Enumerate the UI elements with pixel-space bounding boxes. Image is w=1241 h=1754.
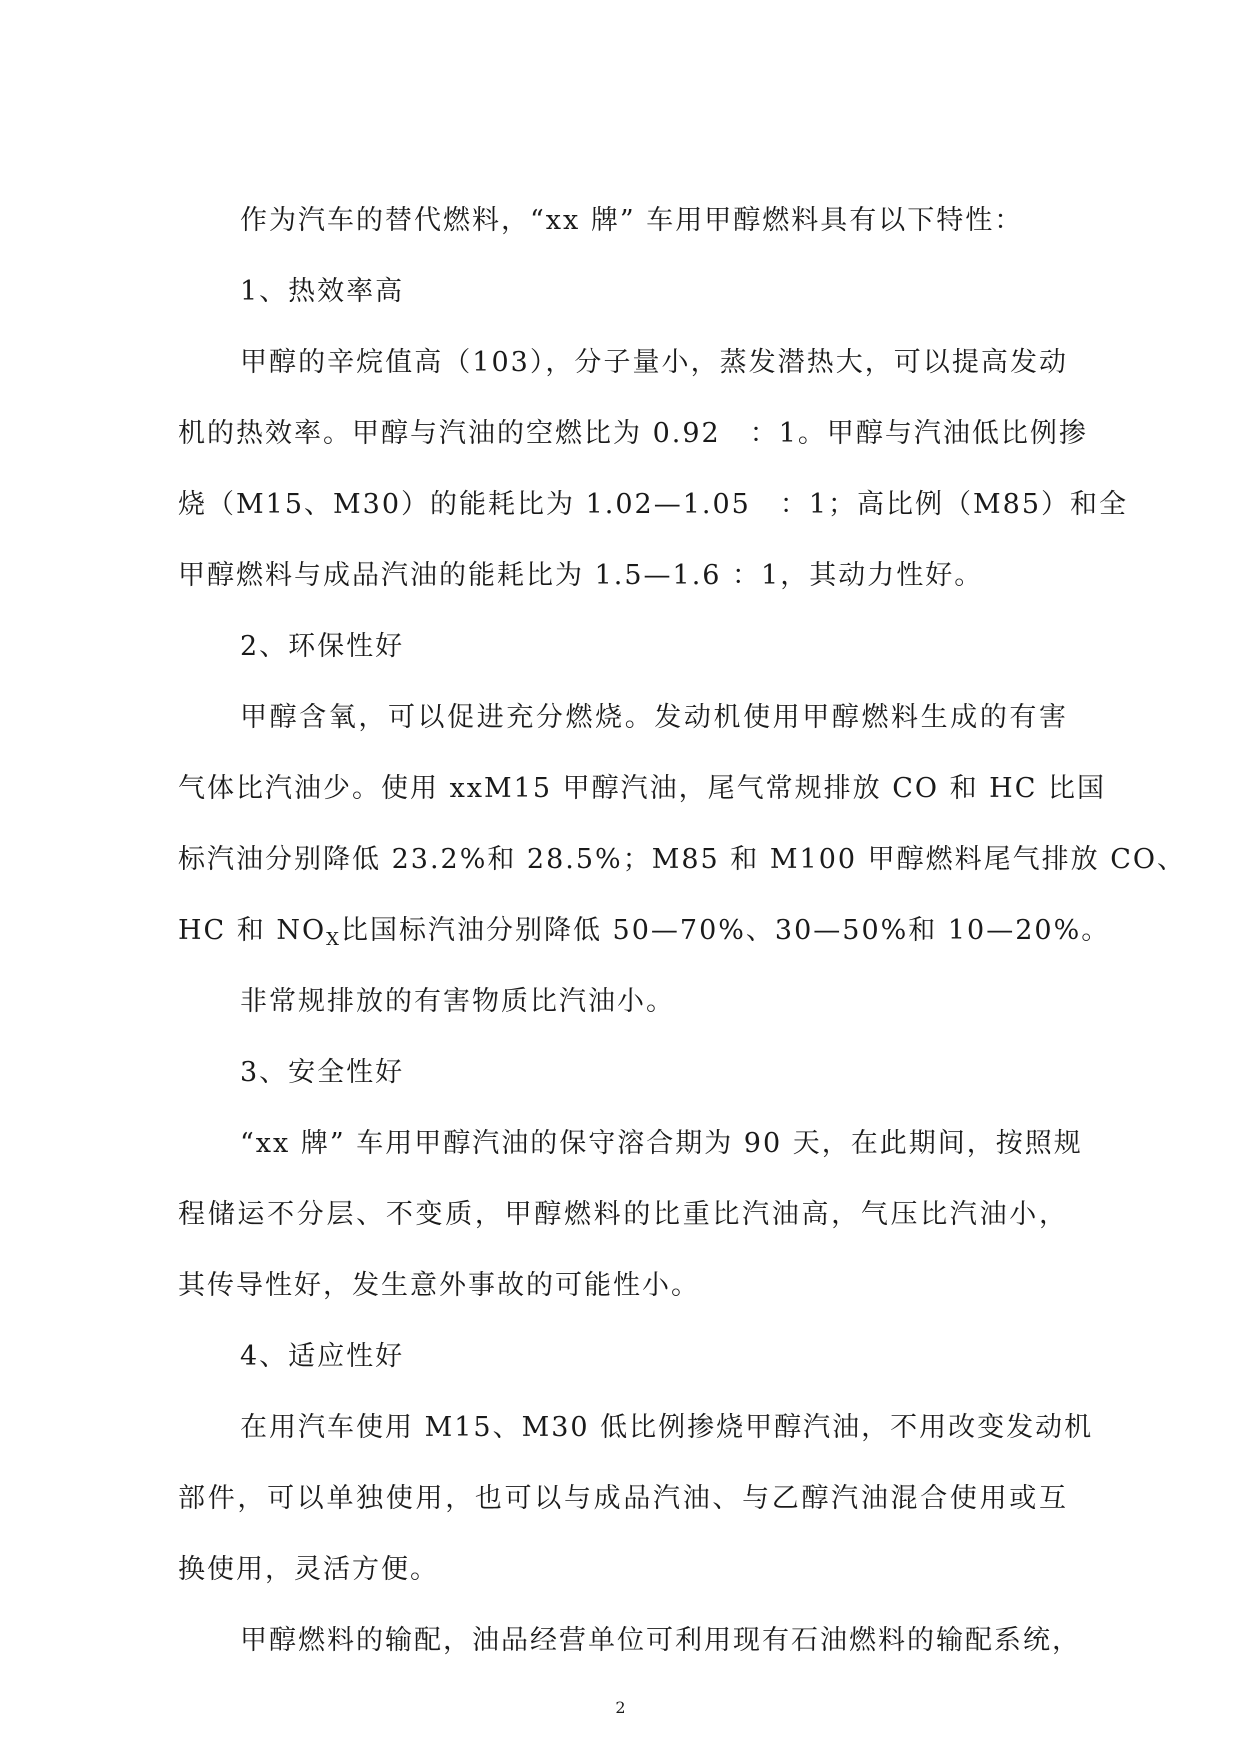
paragraph-line: 换使用，灵活方便。 [178, 1554, 439, 1585]
paragraph-line: 在用汽车使用 M15、M30 低比例掺烧甲醇汽油，不用改变发动机 [240, 1412, 1094, 1443]
paragraph-line-nox [178, 913, 1111, 950]
heading-environmental: 2、环保性好 [240, 631, 405, 662]
nox-prefix: HC 和 NO [178, 915, 327, 946]
heading-adaptability: 4、适应性好 [240, 1341, 405, 1372]
paragraph-line: 程储运不分层、不变质，甲醇燃料的比重比汽油高，气压比汽油小， [178, 1199, 1068, 1230]
paragraph-line: 标汽油分别降低 23.2%和 28.5%；M85 和 M100 甲醇燃料尾气排放 CO、 [178, 844, 1187, 875]
intro-line: 作为汽车的替代燃料，“xx 牌” 车用甲醇燃料具有以下特性： [240, 205, 1024, 236]
paragraph-line: 气体比汽油少。使用 xxM15 甲醇汽油，尾气常规排放 CO 和 HC 比国 [178, 773, 1106, 804]
paragraph-line: 部件，可以单独使用，也可以与成品汽油、与乙醇汽油混合使用或互 [178, 1483, 1068, 1514]
page-number: 2 [615, 1698, 626, 1717]
nox-rest: 比国标汽油分别降低 50—70%、30—50%和 10—20%。 [340, 915, 1111, 946]
heading-safety: 3、安全性好 [240, 1057, 405, 1088]
paragraph-line: 甲醇燃料的输配，油品经营单位可利用现有石油燃料的输配系统， [240, 1625, 1081, 1656]
paragraph-line: 其传导性好，发生意外事故的可能性小。 [178, 1270, 700, 1301]
paragraph-line: “xx 牌” 车用甲醇汽油的保守溶合期为 90 天，在此期间，按照规 [240, 1128, 1083, 1159]
paragraph-line: 甲醇的辛烷值高（103），分子量小，蒸发潜热大，可以提高发动 [240, 347, 1068, 378]
paragraph-line: 烧（M15、M30）的能耗比为 1.02—1.05 ：1；高比例（M85）和全 [178, 489, 1129, 520]
paragraph-line: 机的热效率。甲醇与汽油的空燃比为 0.92 ：1。甲醇与汽油低比例掺 [178, 418, 1088, 449]
paragraph-line: 非常规排放的有害物质比汽油小。 [240, 986, 675, 1017]
paragraph-line: 甲醇燃料与成品汽油的能耗比为 1.5—1.6 ：1，其动力性好。 [178, 560, 984, 591]
paragraph-line: 甲醇含氧，可以促进充分燃烧。发动机使用甲醇燃料生成的有害 [240, 702, 1068, 733]
heading-thermal-efficiency: 1、热效率高 [240, 276, 405, 307]
nox-subscript: X [326, 929, 341, 950]
